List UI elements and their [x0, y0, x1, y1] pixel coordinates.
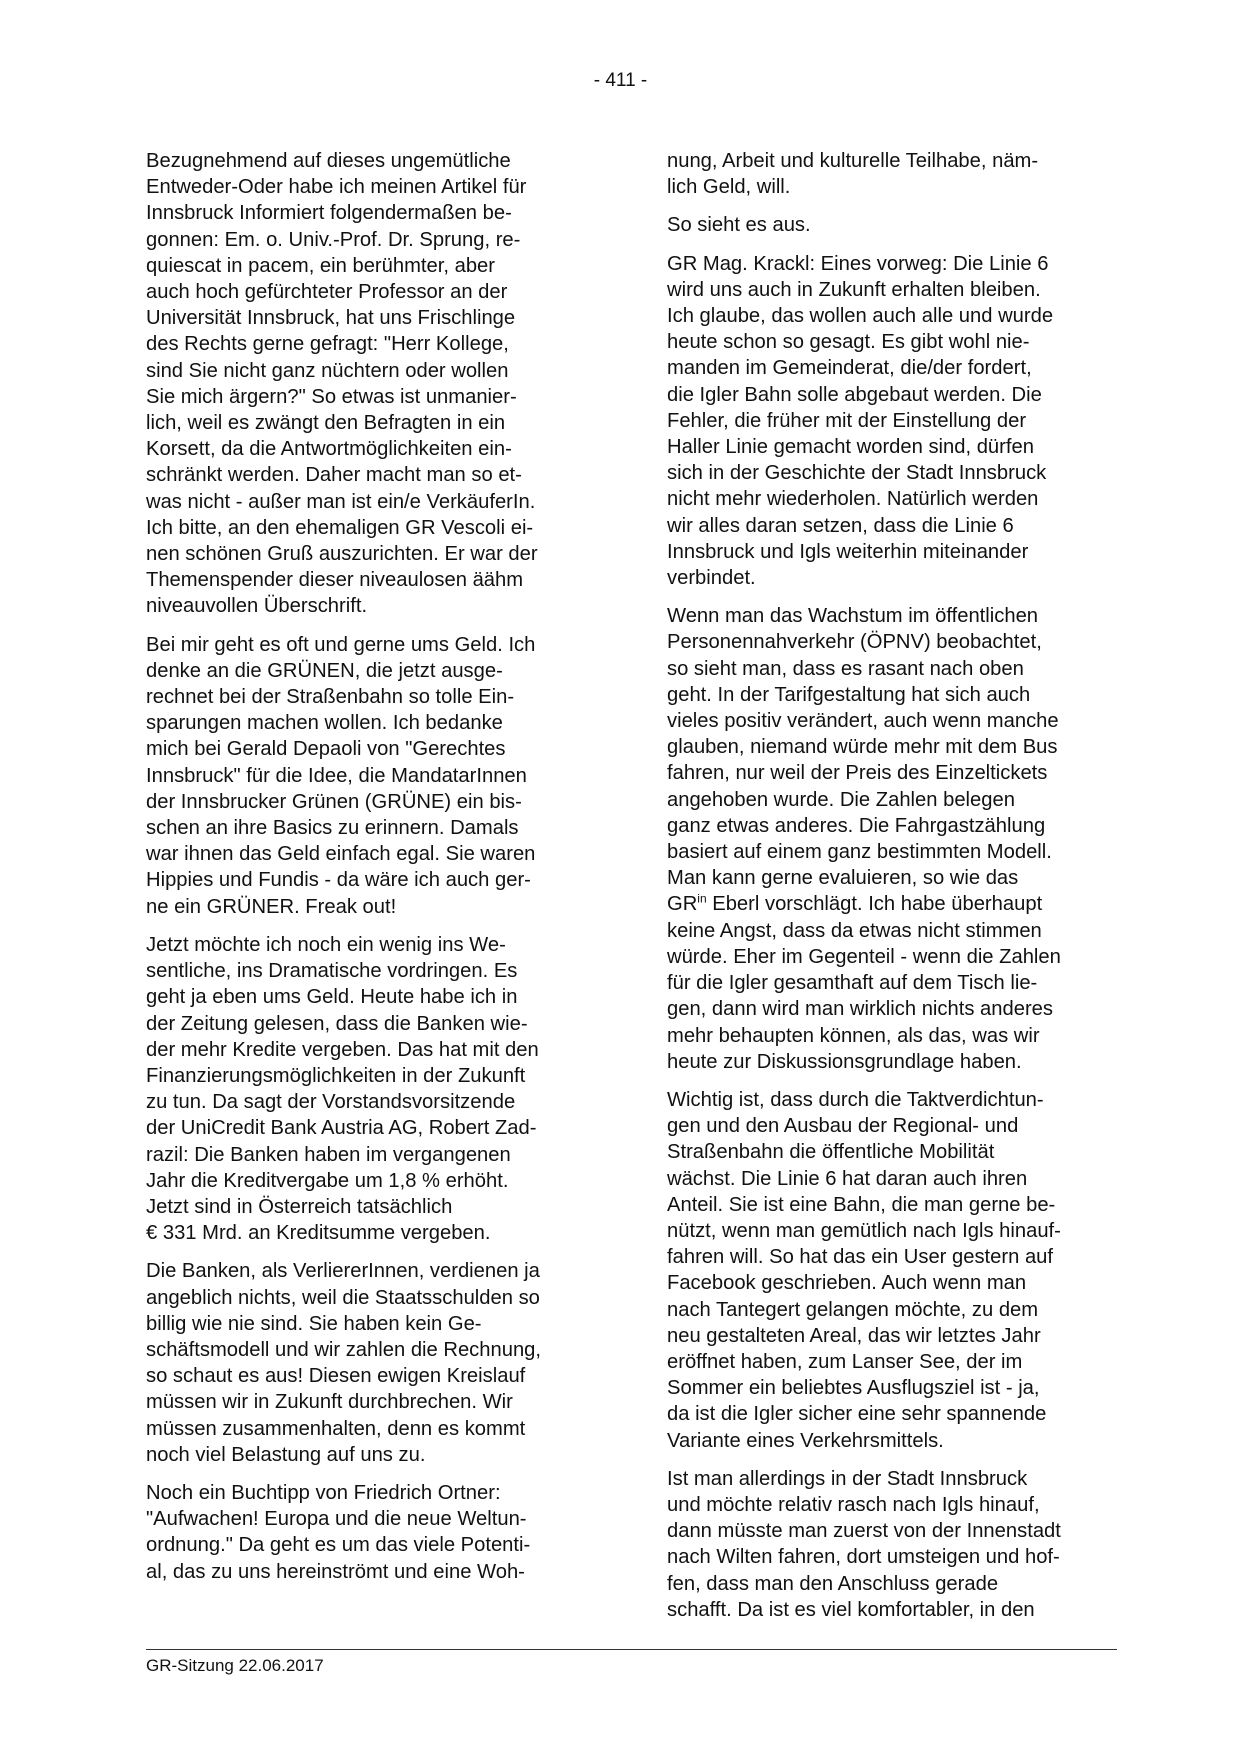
text-line: Sie mich ärgern?" So etwas ist unmanier- [146, 385, 517, 408]
text-line: vieles positiv verändert, auch wenn manche [667, 710, 1059, 733]
text-line: der mehr Kredite vergeben. Das hat mit den [146, 1038, 539, 1061]
text-line: quiescat in pacem, ein berühmter, aber [146, 254, 495, 277]
paragraph-lines [667, 603, 1122, 891]
text-line: wir alles daran setzen, dass die Linie 6 [667, 514, 1014, 537]
text-line: nach Tantegert gelangen möchte, zu dem [667, 1298, 1039, 1321]
text-line: sich in der Geschichte der Stadt Innsbruck [667, 462, 1047, 485]
text-line: wächst. Die Linie 6 hat daran auch ihren [667, 1167, 1028, 1190]
footer-divider [146, 1649, 1117, 1650]
text-line: und möchte relativ rasch nach Igls hinauf, [667, 1493, 1040, 1516]
text-line: der Innsbrucker Grünen (GRÜNE) ein bis- [146, 790, 522, 813]
text-line: verbindet. [667, 567, 756, 590]
text-line: nach Wilten fahren, dort umsteigen und hof- [667, 1546, 1060, 1569]
text-line: mehr behaupten können, als das, was wir [667, 1024, 1040, 1047]
text-line: denke an die GRÜNEN, die jetzt ausge- [146, 659, 503, 682]
text-line: Jetzt sind in Österreich tatsächlich [146, 1195, 453, 1218]
text-line: Ist man allerdings in der Stadt Innsbruck [667, 1467, 1028, 1490]
text-line: Korsett, da die Antwortmöglichkeiten ein- [146, 438, 512, 461]
text-line: für die Igler gesamthaft auf dem Tisch lie- [667, 972, 1038, 995]
text-line: Haller Linie gemacht worden sind, dürfen [667, 436, 1034, 459]
text-line: Wichtig ist, dass durch die Taktverdichtun- [667, 1088, 1044, 1111]
text-line: auch hoch gefürchteter Professor an der [146, 281, 508, 304]
text-line: nung, Arbeit und kulturelle Teilhabe, näm- [667, 150, 1039, 172]
text-line: Straßenbahn die öffentliche Mobilität [667, 1141, 995, 1164]
text-line: razil: Die Banken haben im vergangenen [146, 1143, 511, 1166]
paragraph [667, 603, 1122, 1075]
text-line: heute schon so gesagt. Es gibt wohl nie- [667, 331, 1030, 354]
text-line: ne ein GRÜNER. Freak out! [146, 895, 397, 918]
text-line: ordnung." Da geht es um das viele Potenti- [146, 1534, 531, 1557]
text-line: nicht mehr wiederholen. Natürlich werden [667, 488, 1039, 511]
paragraph [667, 148, 1122, 200]
text-line: fahren will. So hat das ein User gestern auf [667, 1246, 1054, 1269]
text-line: angehoben wurde. Die Zahlen belegen [667, 788, 1015, 811]
text-line: was nicht - außer man ist ein/e VerkäuferIn. [146, 490, 536, 513]
text-line: mich bei Gerald Depaoli von "Gerechtes [146, 738, 506, 761]
text-line: so sieht man, dass es rasant nach oben [667, 657, 1024, 680]
text-line: Die Banken, als VerliererInnen, verdienen ja [146, 1260, 540, 1283]
text-line: Bei mir geht es oft und gerne ums Geld. Ich [146, 633, 536, 656]
text-line: dann müsste man zuerst von der Innenstadt [667, 1520, 1061, 1543]
text-line: da ist die Igler sicher eine sehr spannende [667, 1403, 1047, 1426]
paragraph [146, 632, 601, 920]
text-line: GR Mag. Krackl: Eines vorweg: Die Linie 6 [667, 252, 1049, 275]
text-line: würde. Eher im Gegenteil - wenn die Zahlen [667, 945, 1061, 968]
text-line: Jahr die Kreditvergabe um 1,8 % erhöht. [146, 1169, 509, 1192]
text-line: lich, weil es zwängt den Befragten in ein [146, 412, 506, 435]
text-line: wird uns auch in Zukunft erhalten bleiben. [667, 278, 1041, 301]
text-line: Jetzt möchte ich noch ein wenig ins We- [146, 933, 506, 956]
text-line: müssen zusammenhalten, denn es kommt [146, 1417, 526, 1440]
text-line: schränkt werden. Daher macht man so et- [146, 464, 522, 487]
line-text: Eberl vorschlägt. Ich habe überhaupt [706, 893, 1043, 916]
text-line: schen an ihre Basics zu erinnern. Damals [146, 817, 519, 840]
paragraph [667, 212, 1122, 238]
text-line: Anteil. Sie ist eine Bahn, die man gerne be- [667, 1193, 1056, 1216]
text-line: Sommer ein beliebtes Ausflugsziel ist - ja, [667, 1377, 1040, 1400]
paragraph [146, 148, 601, 620]
text-line: manden im Gemeinderat, die/der fordert, [667, 357, 1032, 380]
text-line: gonnen: Em. o. Univ.-Prof. Dr. Sprung, re- [146, 228, 521, 251]
text-line: geht. In der Tarifgestaltung hat sich auch [667, 683, 1031, 706]
text-line: € 331 Mrd. an Kreditsumme vergeben. [146, 1222, 491, 1245]
text-line: glauben, niemand würde mehr mit dem Bus [667, 736, 1058, 759]
text-line: Facebook geschrieben. Auch wenn man [667, 1272, 1027, 1295]
text-line: Fehler, die früher mit der Einstellung der [667, 409, 1027, 432]
text-line: Man kann gerne evaluieren, so wie das [667, 867, 1019, 890]
text-line: der UniCredit Bank Austria AG, Robert Zad- [146, 1117, 537, 1140]
text-line: Finanzierungsmöglichkeiten in der Zukunft [146, 1064, 526, 1087]
text-line: zu tun. Da sagt der Vorstandsvorsitzende [146, 1091, 516, 1114]
text-line: eröffnet haben, zum Lanser See, der im [667, 1350, 1023, 1373]
paragraph [667, 1466, 1122, 1623]
text-line: neu gestalteten Areal, das wir letztes Jahr [667, 1324, 1041, 1347]
text-line: al, das zu uns hereinströmt und eine Woh- [146, 1560, 525, 1583]
text-line: nen schönen Gruß auszurichten. Er war der [146, 543, 538, 566]
text-line: schafft. Da ist es viel komfortabler, in den [667, 1598, 1035, 1621]
text-line: müssen wir in Zukunft durchbrechen. Wir [146, 1391, 513, 1414]
text-line: so schaut es aus! Diesen ewigen Kreislauf [146, 1365, 526, 1388]
text-line: Personennahverkehr (ÖPNV) beobachtet, [667, 631, 1042, 654]
paragraph [667, 1087, 1122, 1454]
text-line: basiert auf einem ganz bestimmten Modell. [667, 841, 1052, 864]
text-line: Themenspender dieser niveaulosen äähm [146, 569, 524, 592]
text-line: angeblich nichts, weil die Staatsschulden so [146, 1286, 540, 1309]
text-line: fahren, nur weil der Preis des Einzeltickets [667, 762, 1048, 785]
text-line: Bezugnehmend auf dieses ungemütliche [146, 150, 511, 172]
text-line: rechnet bei der Straßenbahn so tolle Ein- [146, 686, 515, 709]
text-line: nützt, wenn man gemütlich nach Igls hinauf- [667, 1219, 1061, 1242]
text-line: gen, dann wird man wirklich nichts anderes [667, 998, 1053, 1021]
text-line: Variante eines Verkehrsmittels. [667, 1429, 944, 1452]
text-line: Entweder-Oder habe ich meinen Artikel für [146, 176, 527, 199]
text-line: sentliche, ins Dramatische vordringen. Es [146, 960, 518, 983]
text-line: sparungen machen wollen. Ich bedanke [146, 712, 503, 735]
text-line: "Aufwachen! Europa und die neue Weltun- [146, 1508, 527, 1531]
left-column [146, 148, 601, 1597]
text-line: keine Angst, dass da etwas nicht stimmen [667, 919, 1042, 942]
paragraph [146, 1480, 601, 1585]
text-line: fen, dass man den Anschluss gerade [667, 1572, 999, 1595]
text-line: Innsbruck Informiert folgendermaßen be- [146, 202, 512, 225]
text-line: Noch ein Buchtipp von Friedrich Ortner: [146, 1481, 501, 1504]
text-line: die Igler Bahn solle abgebaut werden. Die [667, 383, 1042, 406]
text-line: Universität Innsbruck, hat uns Frischlinge [146, 307, 516, 330]
text-line: Ich glaube, das wollen auch alle und wurde [667, 305, 1054, 328]
text-line: lich Geld, will. [667, 176, 791, 199]
text-line: ganz etwas anderes. Die Fahrgastzählung [667, 814, 1046, 837]
page-number: - 411 - [593, 70, 648, 91]
superscript: in [697, 891, 707, 906]
text-line: billig wie nie sind. Sie haben kein Ge- [146, 1312, 482, 1335]
paragraph [667, 251, 1122, 592]
text-line: sind Sie nicht ganz nüchtern oder wollen [146, 359, 509, 382]
paragraph [146, 932, 601, 1246]
title-abbrev: GR [667, 893, 698, 916]
text-line: des Rechts gerne gefragt: "Herr Kollege, [146, 333, 509, 356]
text-line: Innsbruck" für die Idee, die MandatarInnen [146, 764, 527, 787]
text-line: schäftsmodell und wir zahlen die Rechnung, [146, 1338, 542, 1361]
text-line: war ihnen das Geld einfach egal. Sie waren [146, 843, 536, 866]
paragraph-lines [667, 918, 1122, 1075]
text-line [667, 891, 1122, 917]
text-line: geht ja eben ums Geld. Heute habe ich in [146, 986, 518, 1009]
text-line: Ich bitte, an den ehemaligen GR Vescoli ei- [146, 516, 534, 539]
text-line: heute zur Diskussionsgrundlage haben. [667, 1050, 1022, 1073]
text-line: niveauvollen Überschrift. [146, 595, 368, 618]
right-column [667, 148, 1122, 1635]
text-line: Wenn man das Wachstum im öffentlichen [667, 605, 1039, 628]
text-line: So sieht es aus. [667, 214, 811, 237]
text-line: gen und den Ausbau der Regional- und [667, 1115, 1019, 1138]
text-line: Innsbruck und Igls weiterhin miteinander [667, 540, 1029, 563]
footer-text: GR-Sitzung 22.06.2017 [146, 1656, 324, 1675]
text-line: noch viel Belastung auf uns zu. [146, 1443, 426, 1466]
text-line: Hippies und Fundis - da wäre ich auch ger- [146, 869, 531, 892]
paragraph [146, 1258, 601, 1468]
text-line: der Zeitung gelesen, dass die Banken wie- [146, 1012, 528, 1035]
